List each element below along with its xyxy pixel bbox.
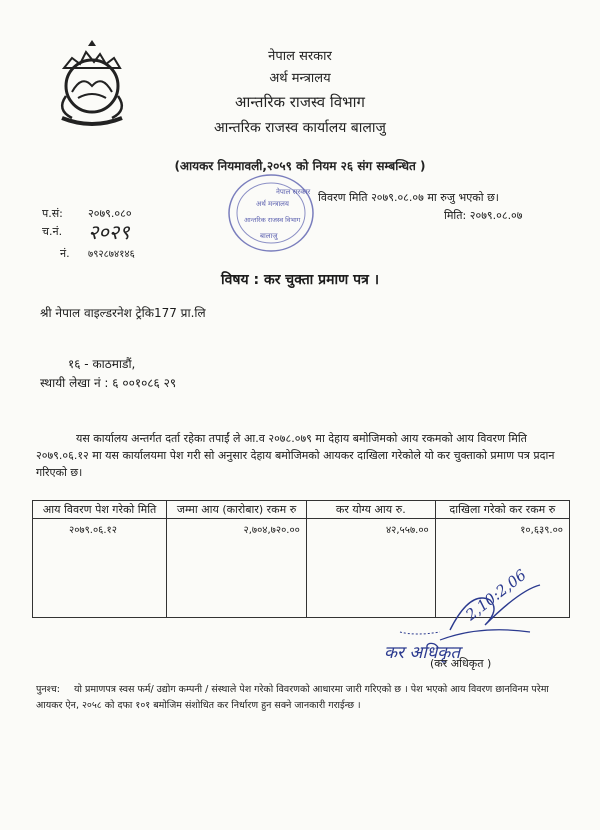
- office-stamp: [226, 172, 316, 254]
- submission-line: विवरण मिति २०७९.०८.०७ मा रुजु भएको छ।: [318, 191, 499, 204]
- ps-label: प.सं:: [42, 207, 63, 220]
- subject: विषय : कर चुक्ता प्रमाण पत्र ।: [220, 272, 379, 288]
- department-title: आन्तरिक राजस्व विभाग: [234, 93, 365, 111]
- n-label: नं.: [60, 247, 70, 260]
- table-cell-tax-paid: १०,६३९.००: [435, 519, 569, 618]
- date-line: मिति: २०७९.०८.०७: [444, 209, 523, 222]
- stamp-text-2: अर्थ मन्त्रालय: [256, 200, 289, 208]
- table-header: जम्मा आय (कारोबार) रकम रु: [167, 501, 307, 519]
- cn-value: २०२९: [88, 220, 130, 244]
- n-value: ७९२८७४१४६: [88, 249, 135, 260]
- signature-scrawl: कर अधिकृत: [384, 643, 461, 663]
- table-cell-date: २०७९.०६.१२: [33, 519, 167, 618]
- stamp-text-1: नेपाल सरकार: [276, 188, 311, 196]
- rule-note: (आयकर नियमावली,२०५९ को नियम २६ संग सम्बन्धित ): [174, 159, 426, 173]
- footer-label: पुनश्च:: [36, 684, 60, 695]
- table-cell-total-income: २,७०४,७२०.००: [167, 519, 307, 618]
- table-header-row: [33, 501, 570, 519]
- signatory-title: (कर अधिकृत ): [430, 657, 492, 670]
- certificate-body: यस कार्यालय अन्तर्गत दर्ता रहेका तपाईं ले आ.व २०७८.०७९ मा देहाय बमोजिमको आय रकमको आय विवरण मिति २०७९.०६.१२ मा यस कार्यालयमा पेश गरी सो अनुसार देहाय बमोजिमको आयकर दाखिला गरेकोले यो कर चुक्ताको प्रमाण पत्र प्रदान गरिएको छ।: [36, 432, 555, 479]
- footer-text: यो प्रमाणपत्र स्वस फर्म/ उद्योग कम्पनी / संस्थाले पेश गरेको विवरणको आधारमा जारी गरिएको छ । पेश भएको आय विवरण छानविनम परेमा आयकर ऐन, २०५८ को दफा १०१ बमोजिम संशोधित कर निर्धारण हुन सक्ने जानकारी गराईन्छ ।: [36, 684, 549, 711]
- office-title: आन्तरिक राजस्व कार्यालय बालाजु: [214, 120, 386, 136]
- cn-label: च.नं.: [42, 225, 63, 238]
- table-header: आय विवरण पेश गरेको मिति: [33, 501, 167, 519]
- header-line-2: अर्थ मन्त्रालय: [269, 71, 331, 86]
- recipient-address: १६ - काठमाडौं,: [68, 357, 136, 371]
- stamp-text-3: आन्तरिक राजस्व विभाग: [244, 216, 301, 224]
- header-line-1: नेपाल सरकार: [268, 49, 332, 64]
- recipient: श्री नेपाल वाइल्डरनेश ट्रेकि177 प्रा.लि: [40, 306, 206, 320]
- signature-date-scrawl: 2,10:2,06: [462, 565, 530, 625]
- table-header: कर योग्य आय रु.: [306, 501, 435, 519]
- pan-number: स्थायी लेखा नं : ६ ००१०८६ २९: [40, 376, 177, 390]
- table-cell-taxable-income: ४२,५५७.००: [306, 519, 435, 618]
- stamp-text-4: बालाजु: [260, 232, 278, 240]
- ps-value: २०७९.०८०: [88, 207, 132, 220]
- table-header: दाखिला गरेको कर रकम रु: [435, 501, 569, 519]
- footer-note: [36, 682, 576, 714]
